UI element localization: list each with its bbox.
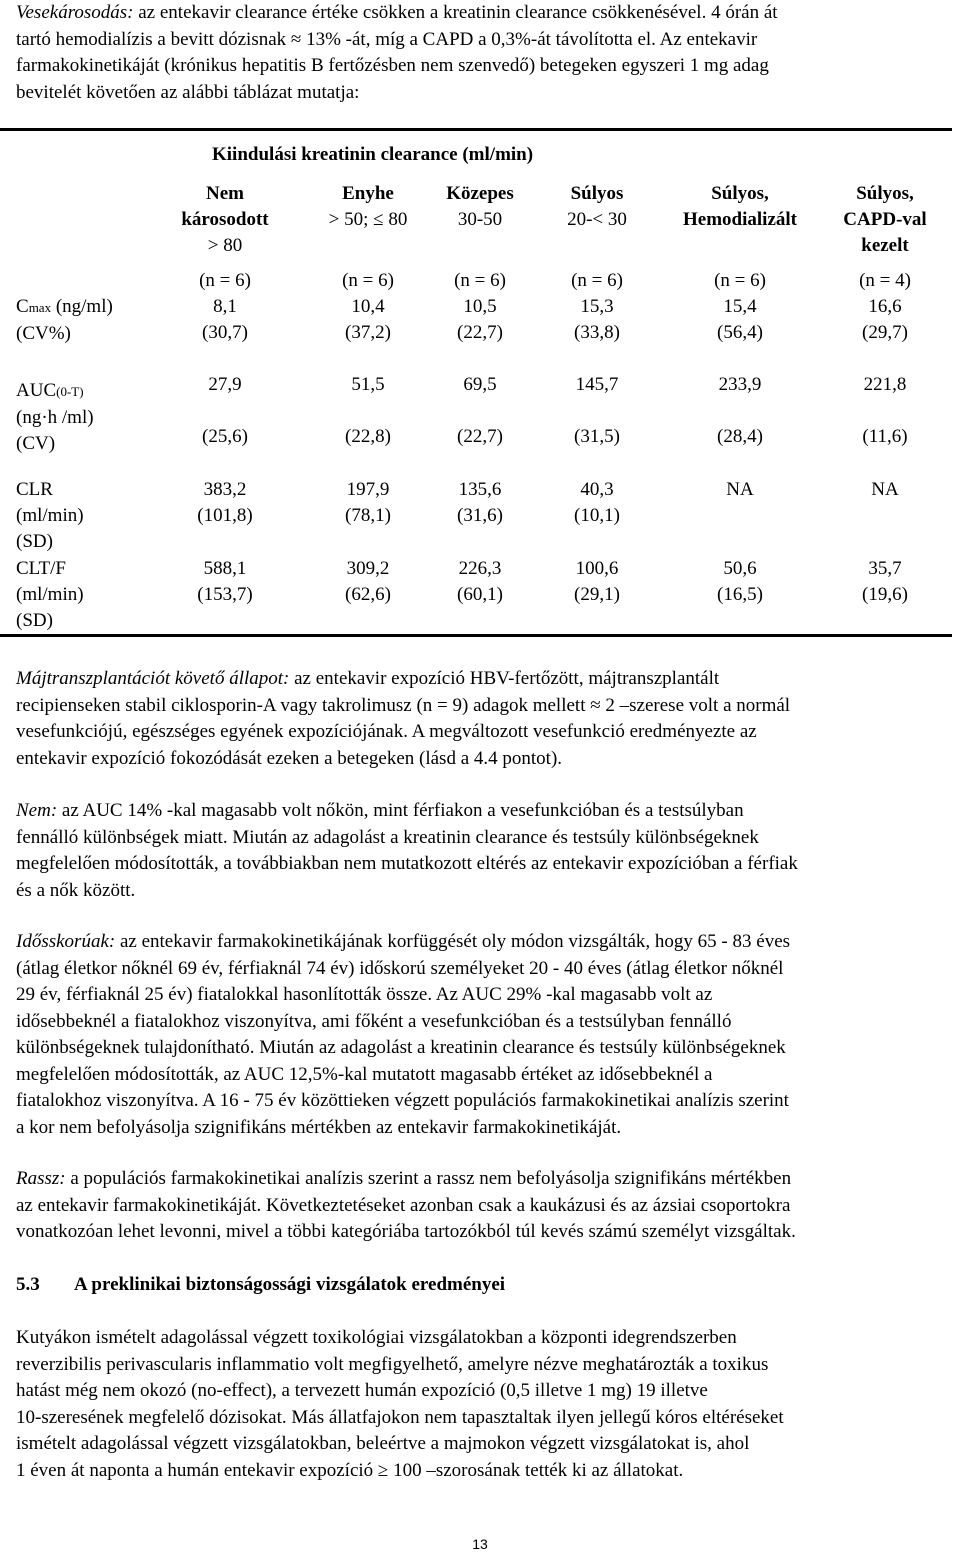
paragraph-line: hatást még nem okozó (no-effect), a tervezett humán expozíció (0,5 illetve 1 mg) 19 illetve (16, 1380, 708, 1401)
paragraph-line: ismételt adagolással végzett vizsgálatokban, beleértve a majmokon végzett vizsgálatokat is, ahol (16, 1433, 750, 1454)
section-number: 5.3 (16, 1274, 40, 1295)
paragraph-line: Nem: az AUC 14% -kal magasabb volt nőkön, mint férfiakon a vesefunkcióban és a testsúlyban (16, 800, 744, 821)
paragraph-line: különbségeknek tulajdonítható. Miután az adagolást a kreatinin clearance és testsúly különbségeknek (16, 1037, 786, 1058)
paragraph-line: megfelelően módosították, a továbbiakban nem mutatkozott eltérés az entekavir expozícióban a férfiak (16, 853, 798, 874)
col-header-mild: Enyhe > 50; ≤ 80 (328, 183, 408, 230)
intro-line: bevitelét követően az alábbi táblázat mutatja: (16, 81, 360, 103)
n-count: (n = 4) (859, 270, 911, 291)
intro-line: farmakokinetikáját (krónikus hepatitis B fertőzésben nem szenvedő) betegeken egyszeri 1 mg adag (16, 55, 769, 76)
paragraph-preclinical (16, 1325, 956, 1484)
paragraph-line: vesefunkciójú, egészséges egyének expozíciójának. A megváltozott vesefunkció eredményezte az (16, 721, 757, 742)
intro-line: Vesekárosodás: az entekavir clearance értéke csökken a kreatinin clearance csökkenésével. 4 órán át (16, 2, 778, 23)
table-cell: 15,4 (56,4) (717, 296, 763, 343)
paragraph-gender (16, 798, 956, 904)
table-cell: 10,4 (37,2) (345, 296, 391, 343)
table-cell: 35,7 (19,6) (862, 558, 908, 605)
n-count: (n = 6) (714, 270, 766, 291)
table-cell: 309,2 (62,6) (345, 558, 391, 605)
row-label-auc: AUC(0-T) (ng·h /ml) (CV) (16, 380, 94, 454)
table-top-rule (0, 128, 952, 131)
paragraph-line: Májtranszplantációt követő állapot: az entekavir expozíció HBV-fertőzött, májtranszplantált (16, 668, 720, 689)
table-cell: 135,6 (31,6) (457, 479, 503, 526)
paragraph-line: a kor nem befolyásolja szignifikáns mértékben az entekavir farmakokinetikáját. (16, 1116, 622, 1138)
paragraph-line: és a nők között. (16, 879, 136, 901)
col-header-severe: Súlyos 20-< 30 (567, 183, 627, 230)
paragraph-line: idősebbeknél a fiatalokhoz viszonyítva, ami főként a vesefunkcióban és a testsúlyban fennálló (16, 1010, 732, 1032)
col-header-hemodialysis: Súlyos, Hemodializált (683, 183, 797, 230)
table-bottom-rule (0, 634, 952, 637)
paragraph-line: 1 éven át naponta a humán entekavir expozíció ≥ 100 –szorosának tették ki az állatokat. (16, 1459, 684, 1481)
n-count: (n = 6) (571, 270, 623, 291)
table-cell: 69,5 (22,7) (457, 374, 503, 447)
paragraph-line: reverzibilis perivascularis inflammatio volt megfigyelhető, amelyre nézve meghatározták a toxikus (16, 1353, 769, 1375)
intro-paragraph (16, 0, 956, 106)
row-label-cmax: Cmax (ng/ml) (CV%) (16, 296, 113, 344)
table-cell: 100,6 (29,1) (574, 558, 620, 605)
paragraph-race (16, 1166, 956, 1246)
paragraph-line: Rassz: a populációs farmakokinetikai analízis szerint a rassz nem befolyásolja szignifikáns mértékben (16, 1168, 792, 1189)
table-group-header: Kiindulási kreatinin clearance (ml/min) (212, 144, 534, 165)
table-cell: 226,3 (60,1) (457, 558, 503, 605)
table-cell: 383,2 (101,8) (197, 479, 253, 526)
paragraph-line: fennálló különbségek miatt. Miután az adagolást a kreatinin clearance és testsúly különbségeknek (16, 826, 759, 848)
table-cell: 40,3 (10,1) (574, 479, 620, 526)
table-cell: 8,1 (30,7) (202, 296, 248, 343)
table-cell: 27,9 (25,6) (202, 374, 248, 447)
paragraph-line: Kutyákon ismételt adagolással végzett toxikológiai vizsgálatokban a központi idegrendszerben (16, 1327, 737, 1348)
table-cell: 588,1 (153,7) (197, 558, 253, 605)
section-heading (16, 1274, 505, 1296)
table-cell: 221,8 (11,6) (862, 374, 908, 447)
table-cell: 145,7 (31,5) (574, 374, 620, 447)
col-header-normal: Nem károsodott > 80 (181, 183, 269, 256)
table-cell: 10,5 (22,7) (457, 296, 503, 343)
table-cell: NA (871, 479, 899, 500)
paragraph-elderly (16, 929, 956, 1141)
row-label-cltf: CLT/F (ml/min) (SD) (16, 558, 84, 631)
paragraph-line: vonatkozóan lehet levonni, mivel a többi kategóriába tartozókból túl kevés számú személyt vizsgáltak. (16, 1221, 796, 1242)
table-cell: 197,9 (78,1) (345, 479, 391, 526)
col-header-moderate: Közepes 30-50 (446, 183, 514, 230)
table-cell: 233,9 (28,4) (717, 374, 763, 447)
section-title: A preklinikai biztonságossági vizsgálatok eredményei (74, 1274, 506, 1295)
intro-line: tartó hemodialízis a bevitt dózisnak ≈ 13% -át, míg a CAPD a 0,3%-át távolította el. Az entekavir (16, 28, 758, 50)
paragraph-line: Idősskorúak: az entekavir farmakokinetikájának korfüggését oly módon vizsgálták, hogy 65 - 83 éves (16, 931, 791, 952)
n-count: (n = 6) (342, 270, 394, 291)
table-cell: 16,6 (29,7) (862, 296, 908, 343)
paragraph-line: az entekavir farmakokinetikáját. Következtetéseket azonban csak a kaukázusi és az ázsiai csoportokra (16, 1194, 791, 1216)
paragraph-line: entekavir expozíció fokozódását ezeken a betegeken (lásd a 4.4 pontot). (16, 747, 563, 769)
paragraph-liver-transplant (16, 666, 956, 772)
paragraph-line: (átlag életkor nőknél 69 év, férfiaknál 74 év) időskorú személyeket 20 - 40 éves (átlag életkor nőknél (16, 957, 784, 979)
paragraph-line: 10-szeresének megfelelő dózisokat. Más állatfajokon nem tapasztaltak ilyen jellegű kóros eltéréseket (16, 1406, 784, 1428)
page-number: 13 (472, 1536, 488, 1552)
paragraph-line: fiatalokhoz viszonyítva. A 16 - 75 év közöttieken végzett populációs farmakokinetikai analízis szerint (16, 1090, 789, 1111)
table-cell: 15,3 (33,8) (574, 296, 620, 343)
table-cell: NA (726, 479, 754, 500)
n-count: (n = 6) (454, 270, 506, 291)
table-cell: 51,5 (22,8) (345, 374, 391, 447)
paragraph-line: megfelelően módosították, az AUC 12,5%-kal mutatott magasabb értéket az idősebbeknél a (16, 1063, 713, 1085)
col-header-capd: Súlyos, CAPD-val kezelt (843, 183, 927, 256)
n-count: (n = 6) (199, 270, 251, 291)
row-label-clr: CLR (ml/min) (SD) (16, 479, 84, 552)
paragraph-line: recipienseken stabil ciklosporin-A vagy takrolimusz (n = 9) adagok mellett ≈ 2 –szerese volt a normál (16, 694, 791, 716)
table-cell: 50,6 (16,5) (717, 558, 763, 605)
paragraph-line: 29 év, férfiaknál 25 év) fiatalokkal hasonlították össze. Az AUC 29% -kal magasabb volt az (16, 984, 713, 1005)
